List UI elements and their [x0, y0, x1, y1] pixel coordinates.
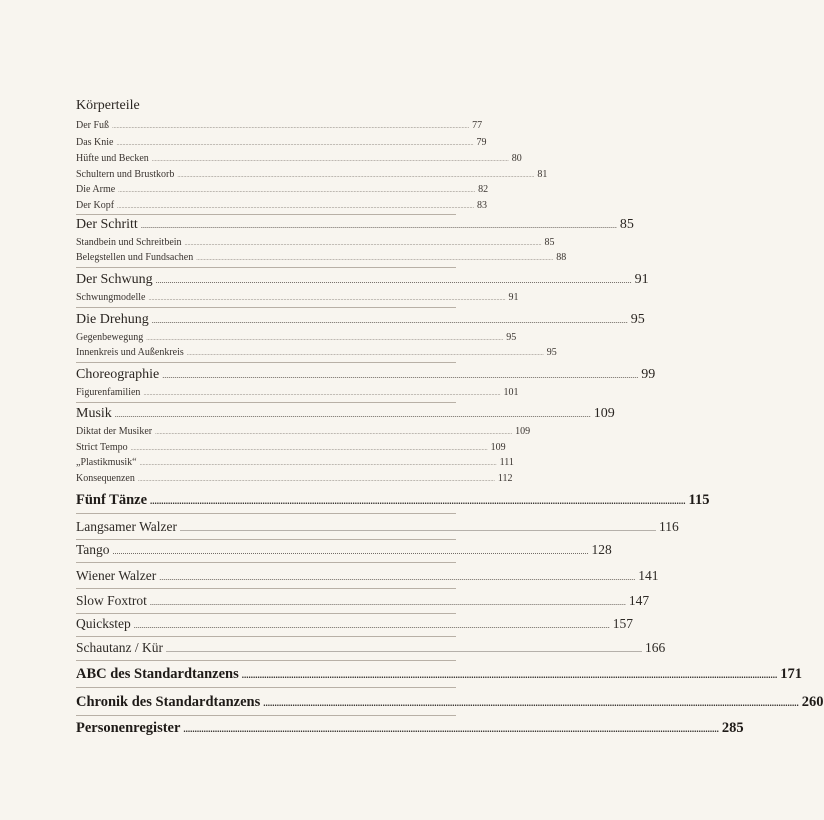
- toc-section-page: 95: [630, 312, 645, 327]
- toc-chapter-page: 115: [688, 492, 710, 508]
- toc-section-choreographie[interactable]: [76, 367, 656, 383]
- dot-leader: ..............................................................................................................................................................................................................................................: [112, 547, 589, 556]
- dot-leader: ..............................................................................................................................................................................................................................................: [137, 477, 495, 483]
- toc-entry-page: 109: [515, 426, 531, 437]
- dot-leader: ..............................................................................................................................................................................................................................................: [177, 173, 535, 179]
- toc-dance-entry[interactable]: [76, 568, 659, 584]
- toc-section-page: 85: [619, 217, 634, 232]
- toc-dance-page: 128: [591, 542, 612, 557]
- toc-dance-label: Schautanz / Kür: [76, 640, 163, 655]
- toc-entry-label: Belegstellen und Fundsachen: [76, 252, 194, 263]
- toc-dance-page: 141: [638, 568, 659, 583]
- toc-dance-entry[interactable]: [76, 519, 679, 535]
- toc-entry[interactable]: [76, 292, 519, 303]
- toc-dance-entry[interactable]: [76, 542, 612, 558]
- toc-entry-page: 112: [497, 473, 513, 484]
- toc-section-page: 109: [593, 406, 615, 421]
- toc-entry-label: Hüfte und Becken: [76, 153, 149, 164]
- toc-dance-page: 116: [659, 519, 679, 534]
- dot-leader: ..............................................................................................................................................................................................................................................: [118, 188, 476, 194]
- toc-entry[interactable]: [76, 184, 489, 195]
- toc-entry-label: Diktat der Musiker: [76, 426, 153, 437]
- toc-section-musik[interactable]: [76, 406, 615, 422]
- dot-leader: ..............................................................................................................................................................................................................................................: [149, 598, 626, 607]
- toc-entry-label: Strict Tempo: [76, 442, 128, 453]
- dot-leader: ..............................................................................................................................................................................................................................................: [186, 351, 544, 357]
- section-divider: [76, 307, 456, 308]
- toc-entry-page: 82: [478, 184, 489, 195]
- toc-entry-label: Das Knie: [76, 137, 114, 148]
- dot-leader: ..............................................................................................................................................................................................................................................: [159, 573, 636, 582]
- toc-entry[interactable]: [76, 169, 548, 180]
- toc-entry-page: 85: [544, 237, 555, 248]
- toc-entry-label: Figurenfamilien: [76, 387, 141, 398]
- toc-entry-label: Standbein und Schreitbein: [76, 237, 182, 248]
- toc-entry-page: 95: [506, 332, 517, 343]
- toc-dance-label: Wiener Walzer: [76, 568, 157, 583]
- toc-chapter-page: 171: [780, 666, 802, 682]
- dot-leader: ..............................................................................................................................................................................................................................................: [151, 316, 628, 325]
- toc-entry[interactable]: [76, 347, 557, 358]
- toc-dance-entry[interactable]: [76, 593, 650, 609]
- section-divider: [76, 660, 456, 661]
- section-divider: [76, 214, 456, 215]
- toc-entry-page: 79: [476, 137, 487, 148]
- toc-dance-page: 147: [628, 593, 650, 608]
- toc-dance-page: 166: [644, 640, 666, 655]
- toc-entry-label: Innenkreis und Außenkreis: [76, 347, 184, 358]
- dot-leader: ..............................................................................................................................................................................................................................................: [151, 157, 509, 163]
- toc-entry-label: Schultern und Brustkorb: [76, 169, 175, 180]
- toc-dance-label: Slow Foxtrot: [76, 593, 147, 608]
- toc-chapter-label: ABC des Standardtanzens: [76, 666, 239, 682]
- toc-chapter-entry[interactable]: [76, 694, 824, 711]
- section-divider: [76, 513, 456, 514]
- toc-chapter-page: 285: [721, 720, 744, 736]
- toc-entry-page: 95: [546, 347, 557, 358]
- toc-entry[interactable]: [76, 200, 488, 211]
- dot-leader: ..............................................................................................................................................................................................................................................: [114, 410, 591, 419]
- dot-leader: ..............................................................................................................................................................................................................................................: [162, 371, 639, 380]
- toc-section-label: Musik: [76, 406, 112, 421]
- toc-section-label: Der Schwung: [76, 272, 153, 287]
- toc-entry-label: Die Arme: [76, 184, 116, 195]
- toc-chapter-fuenf-taenze[interactable]: [76, 492, 710, 509]
- toc-section-label: Der Schritt: [76, 217, 138, 232]
- dot-leader: ..............................................................................................................................................................................................................................................: [139, 461, 497, 467]
- section-divider: [76, 613, 456, 614]
- dot-leader: ..............................................................................................................................................................................................................................................: [165, 645, 642, 654]
- dot-leader: ..............................................................................................................................................................................................................................................: [130, 446, 488, 452]
- toc-entry[interactable]: [76, 137, 487, 148]
- toc-entry-label: Konsequenzen: [76, 473, 135, 484]
- toc-section-label: Die Drehung: [76, 312, 149, 327]
- toc-entry-page: 81: [537, 169, 548, 180]
- section-divider: [76, 636, 456, 637]
- toc-dance-label: Tango: [76, 542, 110, 557]
- toc-section-der-schwung[interactable]: [76, 272, 649, 288]
- toc-section-der-schritt[interactable]: [76, 217, 634, 233]
- toc-entry[interactable]: [76, 252, 567, 263]
- dot-leader: ..............................................................................................................................................................................................................................................: [155, 276, 632, 285]
- dot-leader: ..............................................................................................................................................................................................................................................: [183, 724, 719, 734]
- dot-leader: ..............................................................................................................................................................................................................................................: [117, 204, 475, 210]
- dot-leader: ..............................................................................................................................................................................................................................................: [263, 698, 799, 708]
- toc-entry-page: 111: [499, 457, 514, 468]
- dot-leader: ..............................................................................................................................................................................................................................................: [184, 241, 542, 247]
- dot-leader: ..............................................................................................................................................................................................................................................: [133, 621, 610, 630]
- toc-entry[interactable]: [76, 153, 522, 164]
- toc-chapter-entry[interactable]: [76, 666, 802, 683]
- section-divider: [76, 402, 456, 403]
- toc-dance-entry[interactable]: [76, 616, 633, 632]
- dot-leader: ..............................................................................................................................................................................................................................................: [150, 496, 686, 506]
- toc-section-page: 99: [641, 367, 656, 382]
- dot-leader: ..............................................................................................................................................................................................................................................: [241, 670, 778, 680]
- section-divider: [76, 588, 456, 589]
- toc-chapter-page: 260: [801, 694, 824, 710]
- toc-dance-label: Langsamer Walzer: [76, 519, 177, 534]
- toc-entry-label: Gegenbewegung: [76, 332, 144, 343]
- toc-entry-label: Der Fuß: [76, 120, 110, 131]
- toc-dance-entry[interactable]: [76, 640, 666, 656]
- dot-leader: ..............................................................................................................................................................................................................................................: [116, 141, 474, 147]
- dot-leader: ..............................................................................................................................................................................................................................................: [146, 336, 504, 342]
- section-divider: [76, 715, 456, 716]
- toc-entry-page: 77: [472, 120, 483, 131]
- toc-entry-label: Schwungmodelle: [76, 292, 146, 303]
- dot-leader: ..............................................................................................................................................................................................................................................: [155, 430, 513, 436]
- toc-entry-page: 101: [503, 387, 519, 398]
- dot-leader: ..............................................................................................................................................................................................................................................: [112, 124, 470, 130]
- toc-entry[interactable]: [76, 237, 555, 248]
- toc-section-page: 91: [634, 272, 649, 287]
- dot-leader: ..............................................................................................................................................................................................................................................: [143, 391, 501, 397]
- toc-chapter-entry[interactable]: [76, 720, 744, 737]
- toc-entry[interactable]: [76, 387, 519, 398]
- toc-section-label: Choreographie: [76, 367, 160, 382]
- toc-entry[interactable]: [76, 120, 483, 131]
- toc-entry[interactable]: [76, 442, 506, 453]
- section-divider: [76, 362, 456, 363]
- toc-entry[interactable]: [76, 426, 531, 437]
- toc-section-die-drehung[interactable]: [76, 312, 645, 328]
- toc-entry-page: 80: [511, 153, 522, 164]
- toc-entry-page: 109: [490, 442, 506, 453]
- dot-leader: ..............................................................................................................................................................................................................................................: [148, 296, 506, 302]
- dot-leader: ..............................................................................................................................................................................................................................................: [140, 221, 617, 230]
- toc-entry[interactable]: [76, 332, 517, 343]
- toc-dance-page: 157: [612, 616, 633, 631]
- toc-dance-label: Quickstep: [76, 616, 131, 631]
- section-divider: [76, 687, 456, 688]
- section-heading-koerperteile: Körperteile: [76, 98, 140, 113]
- toc-entry-label: Der Kopf: [76, 200, 115, 211]
- toc-entry-page: 91: [508, 292, 519, 303]
- section-divider: [76, 267, 456, 268]
- toc-chapter-label: Fünf Tänze: [76, 492, 148, 508]
- toc-chapter-label: Chronik des Standardtanzens: [76, 694, 261, 710]
- toc-entry-label: „Plastikmusik“: [76, 457, 137, 468]
- section-divider: [76, 539, 456, 540]
- toc-entry-page: 83: [477, 200, 488, 211]
- toc-entry-page: 88: [556, 252, 567, 263]
- dot-leader: ..............................................................................................................................................................................................................................................: [180, 524, 656, 533]
- section-divider: [76, 562, 456, 563]
- dot-leader: ..............................................................................................................................................................................................................................................: [196, 256, 554, 262]
- toc-chapter-label: Personenregister: [76, 720, 181, 736]
- toc-entry[interactable]: [76, 457, 514, 468]
- toc-entry[interactable]: [76, 473, 513, 484]
